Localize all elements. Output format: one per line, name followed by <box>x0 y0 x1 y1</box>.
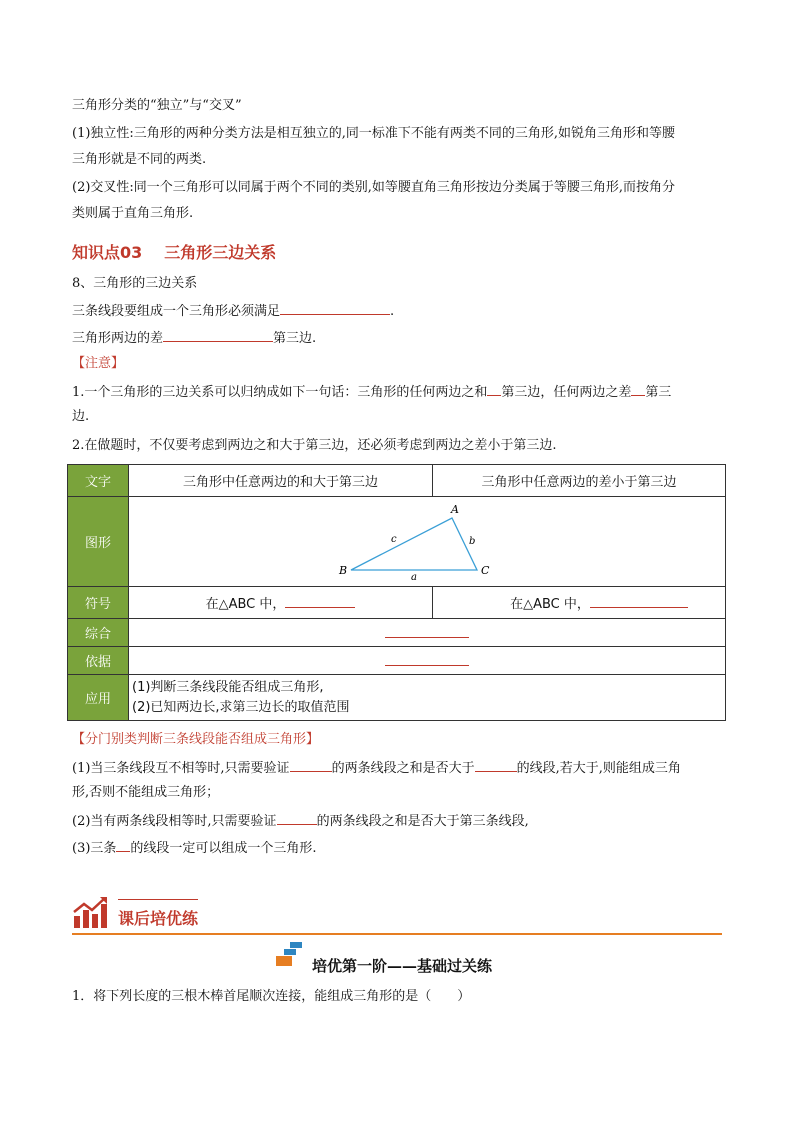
blank <box>385 651 469 666</box>
table-row-figure <box>68 497 726 587</box>
blank <box>385 623 469 638</box>
triangle-shape <box>351 518 477 570</box>
practice-divider <box>72 933 722 935</box>
intro-p1-line2: 三角形就是不同的两类. <box>72 152 207 167</box>
section-name: 三角形三边关系 <box>164 243 277 262</box>
note-1-line1: 1.一个三角形的三边关系可以归纳成如下一句话：三角形的任何两边之和 第三边，任何两边之差 第三 <box>72 381 671 403</box>
text-right: 三角形中任意两边的差小于第三边 <box>433 465 726 497</box>
section-code: 知识点03 <box>72 243 143 262</box>
table-row-combined <box>68 619 726 647</box>
apply-1: (1)判断三条线段能否组成三角形, <box>132 679 324 695</box>
table-row-apply <box>68 675 726 721</box>
method-3: (3)三条 的线段一定可以组成一个三角形. <box>72 837 317 859</box>
basis-cell <box>129 647 726 675</box>
symbol-right: 在△ABC 中， <box>433 587 726 619</box>
intro-p2-line1: (2)交叉性:同一个三角形可以同属于两个不同的类别,如等腰直角三角形按边分类属于等腰三角形,而按角分 <box>72 180 676 195</box>
apply-2: (2)已知两边长,求第三边长的取值范围 <box>132 699 350 715</box>
rule-line1: 三条线段要组成一个三角形必须满足 . <box>72 300 394 322</box>
symbol-left: 在△ABC 中， <box>129 587 433 619</box>
intro-heading: 三角形分类的“独立”与“交叉” <box>72 98 242 113</box>
triangle-relation-table <box>67 464 726 721</box>
method-1-line2: 形,否则不能组成三角形； <box>72 785 220 800</box>
rule-line2: 三角形两边的差 第三边. <box>72 327 316 349</box>
blank <box>487 381 501 396</box>
blank <box>163 327 273 342</box>
growth-chart-icon <box>72 896 108 930</box>
blank <box>590 593 688 608</box>
intro-p1-line1: (1)独立性:三角形的两种分类方法是相互独立的,同一标准下不能有两类不同的三角形,如锐角三角形和等腰 <box>72 126 676 141</box>
blank <box>631 381 645 396</box>
side-b-label: b <box>469 535 476 547</box>
stairs-icon <box>276 940 306 968</box>
table-header-apply: 应用 <box>68 675 129 721</box>
intro-p2-line2: 类则属于直角三角形. <box>72 206 194 221</box>
note-label: 【注意】 <box>72 356 125 371</box>
blank <box>285 593 355 608</box>
rule-item: 8、三角形的三边关系 <box>72 276 198 291</box>
method-label: 【分门别类判断三条线段能否组成三角形】 <box>72 732 320 747</box>
blank <box>277 810 317 825</box>
table-header-text: 文字 <box>68 465 129 497</box>
vertex-c-label: C <box>481 563 490 577</box>
blank <box>280 300 390 315</box>
combined-cell <box>129 619 726 647</box>
table-row-text <box>68 465 726 497</box>
method-1-line1: (1)当三条线段互不相等时,只需要验证 的两条线段之和是否大于 的线段,若大于,则能组成三角 <box>72 757 681 779</box>
blank <box>475 757 517 772</box>
table-header-basis: 依据 <box>68 647 129 675</box>
blank <box>116 837 130 852</box>
triangle-figure <box>327 500 527 584</box>
vertex-a-label: A <box>451 502 459 516</box>
table-row-basis <box>68 647 726 675</box>
table-header-figure: 图形 <box>68 497 129 587</box>
note-1-line2: 边. <box>72 409 90 424</box>
note-2: 2.在做题时，不仅要考虑到两边之和大于第三边，还必须考虑到两边之差小于第三边. <box>72 438 557 453</box>
blank <box>290 757 332 772</box>
table-row-symbol <box>68 587 726 619</box>
vertex-b-label: B <box>339 563 348 577</box>
title-accent-line <box>118 899 198 900</box>
figure-cell <box>129 497 726 587</box>
text-left: 三角形中任意两边的和大于第三边 <box>129 465 433 497</box>
question-1: 1．将下列长度的三根木棒首尾顺次连接，能组成三角形的是（ ） <box>72 989 471 1004</box>
section-title <box>72 240 276 263</box>
side-c-label: c <box>391 533 397 545</box>
table-header-symbol: 符号 <box>68 587 129 619</box>
stage-title: 培优第一阶——基础过关练 <box>312 957 493 975</box>
table-header-combined: 综合 <box>68 619 129 647</box>
practice-title: 课后培优练 <box>118 909 199 928</box>
side-a-label: a <box>411 571 417 583</box>
apply-cell <box>129 675 726 721</box>
method-2: (2)当有两条线段相等时,只需要验证 的两条线段之和是否大于第三条线段, <box>72 810 529 832</box>
